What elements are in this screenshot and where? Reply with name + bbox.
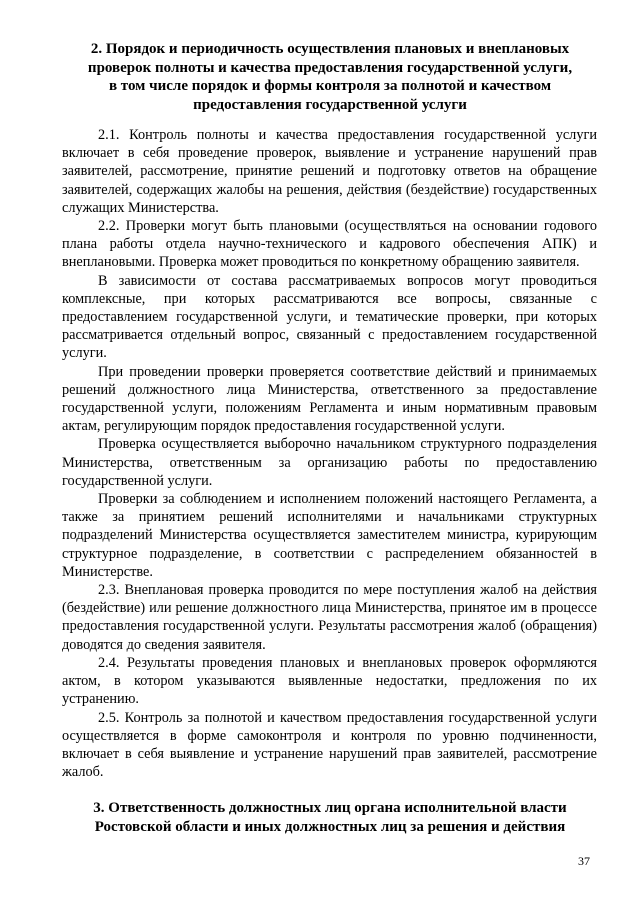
section-2-heading	[70, 40, 590, 114]
paragraph: При проведении проверки проверяется соответствие действий и принимаемых решений должностного лица Министерства, ответственного за предоставление государственной услуги, положениям Регламента и иным нормативным правовым актам, регулирующим порядок предоставления государственной услуги.	[62, 363, 597, 435]
paragraph-2-2: 2.2. Проверки могут быть плановыми (осуществляться на основании годового плана работы отдела научно-технического и кадрового обеспечения АПК) и внеплановыми. Проверка может проводиться по конкретному обращению заявителя.	[62, 218, 597, 271]
heading-line: предоставления государственной услуги	[193, 96, 467, 113]
paragraph: Проверка осуществляется выборочно начальником структурного подразделения Министерства, ответственным за организацию работы по предоставлению государственной услуги.	[62, 436, 597, 489]
heading-line: 3. Ответственность должностных лиц органа исполнительной власти	[93, 800, 567, 816]
paragraph: Проверки за соблюдением и исполнением положений настоящего Регламента, а также за принятием решений исполнителями и начальниками структурных подразделений Министерства осуществляется заместителем министра, курирующим структурное подразделение, в соответствии с распределением обязанностей в Министерстве.	[62, 491, 597, 580]
paragraph-2-1: 2.1. Контроль полноты и качества предоставления государственной услуги включает в себя проведение проверок, выявление и устранение нарушений прав заявителей, рассмотрение, принятие решений и подготовку ответов на обращение заявителей, содержащих жалобы на решения, действия (бездействие) государственных служащих Министерства.	[62, 127, 597, 216]
heading-line: 2. Порядок и периодичность осуществления плановых и внеплановых	[90, 41, 570, 57]
paragraph-2-5: 2.5. Контроль за полнотой и качеством предоставления государственной услуги осуществляется в форме самоконтроля и контроля по уровню подчиненности, включает в себя выявление и устранение нарушений прав заявителей, рассмотрение жалоб.	[62, 709, 597, 781]
page-number: 37	[578, 854, 590, 868]
paragraph-2-3: 2.3. Внеплановая проверка проводится по мере поступления жалоб на действия (бездействие) или решение должностного лица Министерства, принятое им в процессе предоставления государственной услуги. Результаты рассмотрения жалоб (обращения) доводятся до сведения заявителя.	[62, 582, 597, 653]
paragraph: В зависимости от состава рассматриваемых вопросов могут проводиться комплексные, при которых рассматриваются все вопросы, связанные с предоставлением государственной услуги, и тематические проверки, при которых рассматривается отдельный вопрос, связанный с предоставлением государственной услуги.	[62, 272, 597, 362]
heading-line: в том числе порядок и формы контроля за полнотой и качеством	[108, 78, 552, 94]
heading-line: проверок полноты и качества предоставления государственной услуги,	[87, 59, 573, 76]
heading-line: Ростовской области и иных должностных лиц за решения и действия	[94, 818, 566, 835]
section-3-heading	[70, 799, 590, 836]
section-2-body	[62, 126, 597, 781]
paragraph-2-4: 2.4. Результаты проведения плановых и внеплановых проверок оформляются актом, в котором указываются выявленные недостатки, предложения по их устранению.	[62, 654, 597, 708]
